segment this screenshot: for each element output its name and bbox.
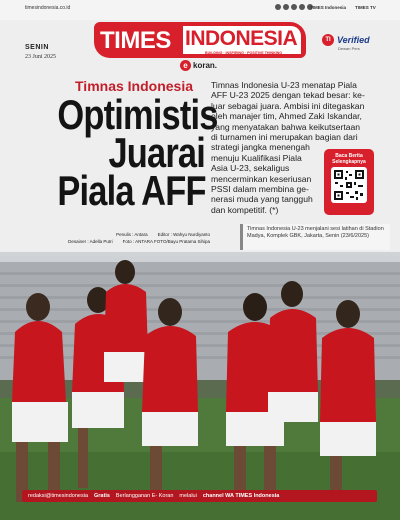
social-icons — [275, 4, 313, 10]
body-line: Timnas Indonesia U-23 menatap Piala — [211, 80, 357, 90]
body-line: nerasi muda yang tangguh — [211, 194, 313, 205]
ekoran-text: koran. — [193, 61, 218, 70]
masthead-indonesia: INDONESIA — [185, 27, 298, 50]
credit-editor: Editor : Wahyu Nurdiyanto — [157, 232, 210, 237]
article-credits — [50, 232, 210, 246]
footer-subscribe-bar — [22, 490, 377, 502]
body-line: PSSI dalam membina ge- — [211, 184, 309, 195]
football-training-photo — [0, 252, 400, 520]
credit-desainer: Desainer : Adella Putri — [68, 239, 113, 244]
article-headline — [57, 91, 218, 214]
article-kicker: Timnas Indonesia — [75, 78, 193, 94]
article-photo — [0, 252, 400, 520]
qr-title-line2: Selengkapnya — [332, 159, 366, 165]
headline-line: Optimistis — [57, 91, 218, 138]
social-label: TIMES Indonesia — [310, 5, 347, 10]
footer-email[interactable]: redaksi@timesindonesia — [28, 493, 89, 499]
ekoran-logo — [180, 60, 217, 71]
date-day: SENIN — [25, 44, 49, 51]
headline-line: Juarai — [108, 129, 205, 176]
body-line: luar sebagai juara. Ambisi ini ditegaskan — [211, 100, 365, 111]
body-line: oleh manajer tim, Ahmed Zaki Iskandar, — [211, 111, 362, 122]
headline-line: Piala AFF — [57, 167, 206, 214]
qr-title — [324, 153, 374, 165]
site-url[interactable]: timesindonesia.co.id — [25, 5, 71, 11]
body-line: menuju Kualifikasi Piala — [211, 152, 302, 163]
body-line: dan kompetitif. (*) — [211, 204, 279, 215]
photo-caption: Timnas Indonesia U-23 menjalani sesi latihan di Stadion Madya, Komplek GBK, Jakarta, Senin (23/6/2025) — [240, 224, 390, 250]
instagram-icon[interactable] — [283, 4, 289, 10]
body-line: yang menyatakan bahwa keikutsertaan — [211, 121, 361, 132]
facebook-icon[interactable] — [275, 4, 281, 10]
footer-text2: melalui — [179, 493, 197, 499]
credit-foto: Foto : ANTARA FOTO/Bayu Pratama Sihipa — [122, 239, 210, 244]
body-line: strategi jangka menengah — [211, 142, 310, 153]
body-line: AFF U-23 2025 dengan tekad besar: ke- — [211, 90, 365, 101]
qr-title-line1: Baca Berita — [335, 153, 363, 159]
credit-penulis: Penulis : Antara — [116, 232, 148, 237]
tiktok-icon[interactable] — [299, 4, 305, 10]
verified-label: Verified — [337, 35, 370, 45]
top-strip — [0, 0, 400, 20]
x-icon[interactable] — [291, 4, 297, 10]
dewan-pers-label: Dewan Pers — [338, 46, 360, 51]
footer-text1: Berlangganan E- Koran — [115, 493, 174, 499]
footer-gratis: Gratis — [94, 493, 110, 499]
body-line: mencerminkan keseriusan — [211, 173, 312, 184]
qr-code-icon[interactable] — [331, 167, 367, 203]
masthead-tagline: BUILDING · INSPIRING · POSITIVE THINKING — [205, 51, 283, 55]
times-tv-label: TIMES TV — [355, 5, 376, 10]
qr-read-more[interactable] — [324, 149, 374, 215]
ekoran-mark: e — [180, 60, 191, 71]
footer-channel-link[interactable]: channel WA TIMES Indonesia — [202, 493, 280, 499]
masthead-times: TIMES — [100, 27, 171, 54]
body-line: di turnamen ini merupakan bagian dari — [211, 132, 358, 143]
date-full: 23 Juni 2025 — [25, 54, 57, 60]
verified-badge — [322, 34, 370, 46]
body-line: Asia U-23, sekaligus — [211, 163, 290, 174]
ti-logo-icon: TI — [322, 34, 334, 46]
